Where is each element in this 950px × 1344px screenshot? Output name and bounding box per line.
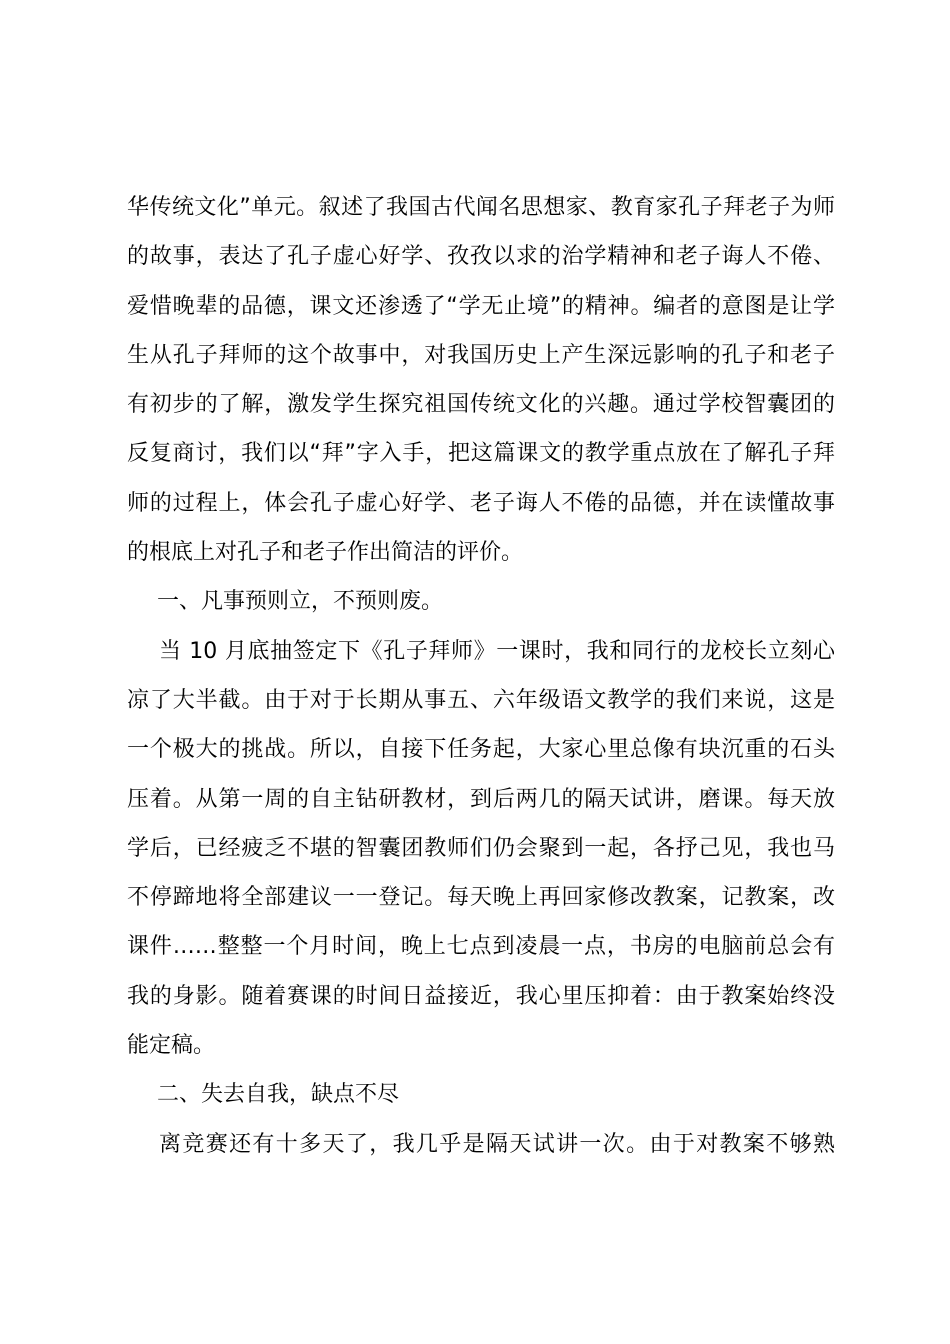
paragraph: [127, 183, 835, 577]
text-line: 爱惜晚辈的品德，课文还渗透了“学无止境”的精神。编者的意图是让学: [127, 293, 835, 319]
paragraph: [127, 1120, 835, 1169]
text-line: 不停蹄地将全部建议一一登记。每天晚上再回家修改教案，记教案，改: [127, 885, 835, 911]
text-line: 的故事，表达了孔子虚心好学、孜孜以求的治学精神和老子诲人不倦、: [127, 244, 835, 270]
text-line: 反复商讨，我们以“拜”字入手，把这篇课文的教学重点放在了解孔子拜: [127, 441, 835, 467]
section-heading: 一、凡事预则立，不预则废。: [157, 589, 444, 615]
text-line: 我的身影。随着赛课的时间日益接近，我心里压抑着：由于教案始终没: [127, 983, 835, 1009]
text-line: 当 10 月底抽签定下《孔子拜师》一课时，我和同行的龙校长立刻心: [159, 638, 835, 664]
text-line: 学后，已经疲乏不堪的智囊团教师们仍会聚到一起，各抒己见，我也马: [127, 835, 835, 861]
text-line: 一个极大的挑战。所以，自接下任务起，大家心里总像有块沉重的石头: [127, 737, 835, 763]
text-line: 凉了大半截。由于对于长期从事五、六年级语文教学的我们来说，这是: [127, 687, 835, 713]
text-line: 离竞赛还有十多天了，我几乎是隔天试讲一次。由于对教案不够熟: [159, 1131, 835, 1157]
text-line: 华传统文化”单元。叙述了我国古代闻名思想家、教育家孔子拜老子为师: [127, 195, 835, 220]
text-line: 课件……整整一个月时间，晚上七点到凌晨一点，书房的电脑前总会有: [127, 934, 835, 960]
paragraph: [127, 627, 835, 1071]
text-line: 生从孔子拜师的这个故事中，对我国历史上产生深远影响的孔子和老子: [127, 342, 835, 368]
text-line: 压着。从第一周的自主钻研教材，到后两几的隔天试讲，磨课。每天放: [127, 786, 835, 812]
text-line: 有初步的了解，激发学生探究祖国传统文化的兴趣。通过学校智囊团的: [127, 392, 835, 418]
section-heading: 二、失去自我，缺点不尽: [157, 1082, 400, 1108]
text-line: 师的过程上，体会孔子虚心好学、老子诲人不倦的品德，并在读懂故事: [127, 490, 835, 516]
document-body: [127, 183, 835, 1169]
text-line: 能定稿。: [127, 1033, 216, 1059]
text-line: 的根底上对孔子和老子作出简洁的评价。: [127, 540, 524, 566]
